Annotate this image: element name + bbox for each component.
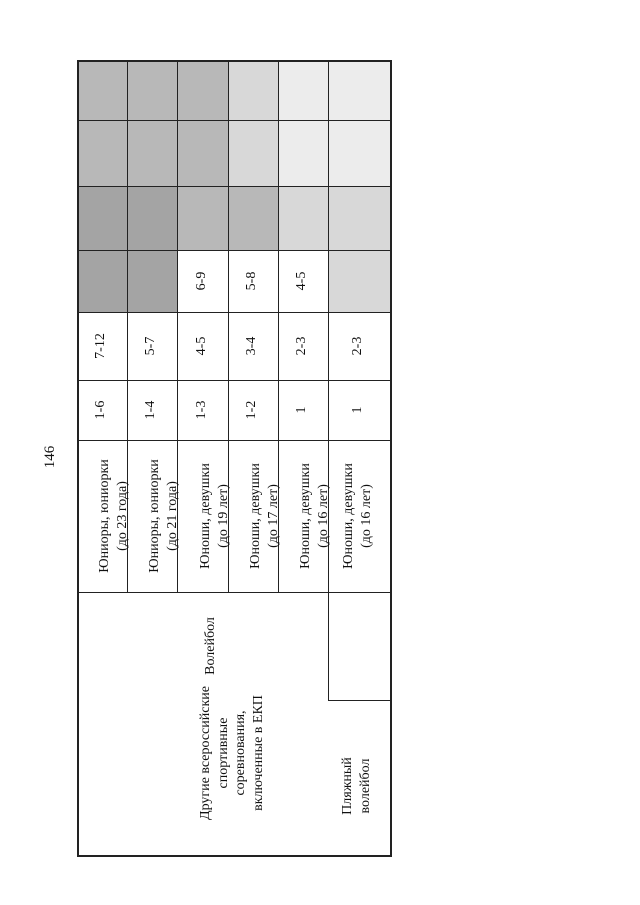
shaded-cell [77,60,127,120]
shaded-cell [228,186,278,250]
category-line: включенные в ЕКП [250,695,266,811]
value-cell: 5-8 [244,271,259,291]
shaded-cell [328,120,390,186]
value-cell: 6-9 [194,271,209,291]
shaded-cell [77,120,127,186]
table-rule [328,700,391,701]
age-group: Юноши, девушки (до 16 лет) [341,463,374,569]
shaded-cell [127,250,177,312]
value-cell: 1-4 [143,400,158,420]
value-cell: 5-7 [143,336,158,356]
value-cell: 2-3 [294,336,309,356]
category-line: спортивные [215,717,231,789]
age-group: Юноши, девушки (до 19 лет) [198,463,231,569]
shaded-cell [127,120,177,186]
shaded-cell [177,60,228,120]
shaded-cell [328,186,390,250]
shaded-cell [177,186,228,250]
table-border [77,60,391,62]
table-rule [77,380,391,381]
age-group: Юниоры, юниорки (до 23 года) [97,459,130,573]
page-number: 146 [42,445,58,469]
value-cell: 1-2 [244,400,259,420]
sport-name: Пляжный волейбол [340,757,373,815]
value-cell: 1-6 [93,400,108,420]
value-cell: 1 [294,406,309,414]
table-rule [77,186,391,187]
sport-name: Волейбол [203,617,218,675]
table-border [77,855,391,857]
value-cell: 1 [350,406,365,414]
shaded-cell [77,186,127,250]
age-group: Юноши, девушки (до 17 лет) [248,463,281,569]
shaded-cell [127,60,177,120]
table-rule [77,592,391,593]
category-line: Другие всероссийские [198,686,213,820]
age-group: Юноши, девушки (до 16 лет) [298,463,331,569]
table-rule [77,120,391,121]
shaded-cell [278,186,328,250]
shaded-cell [278,60,328,120]
table-rule [328,60,329,700]
category-line: соревнования, [233,710,248,796]
age-group: Юниоры, юниорки (до 21 года) [147,459,180,573]
value-cell: 7-12 [93,333,108,359]
shaded-cell [177,120,228,186]
table-rule [77,250,391,251]
table-rule [77,312,391,313]
table-rule [77,440,391,441]
shaded-cell [77,250,127,312]
shaded-cell [228,60,278,120]
table-border [77,60,79,857]
value-cell: 4-5 [194,336,209,356]
category-cell [197,673,271,833]
shaded-cell [127,186,177,250]
value-cell: 3-4 [244,336,259,356]
shaded-cell [328,250,390,312]
value-cell: 4-5 [294,271,309,291]
shaded-cell [278,120,328,186]
value-cell: 2-3 [350,336,365,356]
table-border [390,60,392,857]
value-cell: 1-3 [194,400,209,420]
shaded-cell [328,60,390,120]
shaded-cell [228,120,278,186]
